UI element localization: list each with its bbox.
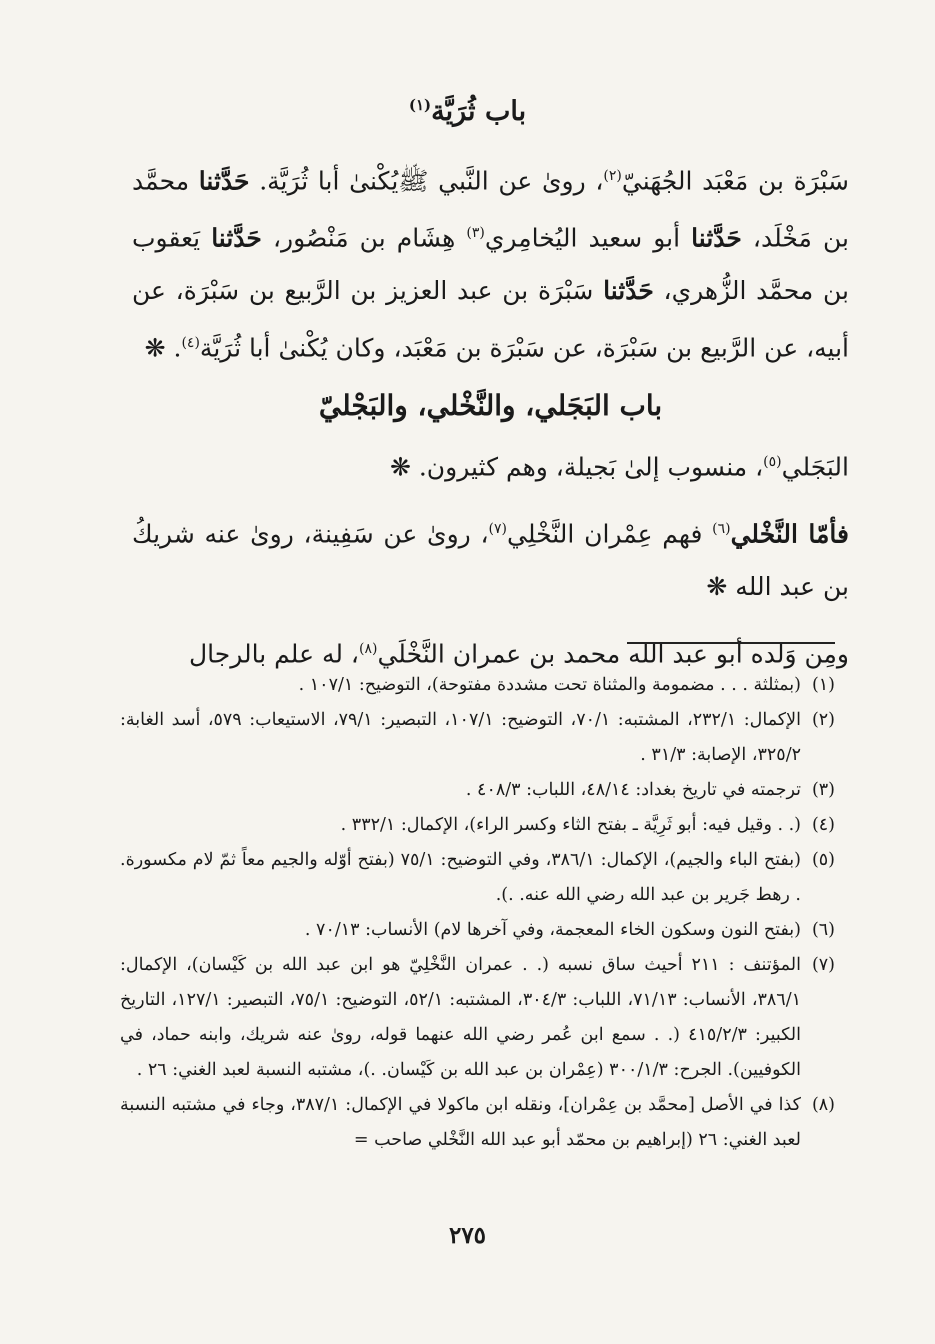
text-run: فهم عِمْران النَّخْلِي xyxy=(507,519,703,549)
text-run: ، روىٰ عن سَفِينة، روىٰ عنه شريكُ بن عبد الله ❋ xyxy=(132,519,849,601)
footnote-number: (٥) xyxy=(811,850,835,870)
footnote-text: المؤتنف : ٢١١ أحيث ساق نسبه (. . عمران النَّخْلِيّ هو ابن عبد الله بن كَيْسان)، الإكمال: ٣٨٦/١، الأنساب: ٧١/١٣، اللباب: ٣٠٤/٣، المشتبه: ٥٢/١، التوضيح: ٧٥/١، التبصير: ١٢٧/١، التاريخ الكبير: ٤١٥/٢/٣ (. . سمع ابن عُمر رضي الله عنهما قوله، روىٰ عنه شريك، وابنه حماد، في الكوفيين). الجرح: ٣٠٠/١/٣ (عِمْران بن عبد الله بن كَيْسان. .)، مشتبه النسبة لعبد الغني: ٢٦ . xyxy=(120,955,801,1080)
footnote xyxy=(120,843,835,913)
paragraph-sabra xyxy=(132,150,849,374)
text-run: ، له علم بالرجال xyxy=(189,638,359,668)
text-run: هِشَام بن مَنْصُور، xyxy=(272,223,456,253)
haddathana-text: حَدَّثنا xyxy=(691,223,742,253)
footnote xyxy=(120,948,835,1088)
footnote-ref: (٦) xyxy=(712,521,731,538)
text-run: سَبْرَة بن مَعْبَد الجُهَنيّ xyxy=(621,166,850,196)
paragraph-bajali xyxy=(132,436,849,493)
haddathana-text: حَدَّثنا xyxy=(603,275,654,305)
chapter-heading-bajali: باب البَجَلي، والنَّخْلي، والبَجْليّ xyxy=(318,388,663,422)
footnote-ref: (٤) xyxy=(181,334,200,351)
text-run: فأمّا النَّخْلي xyxy=(730,519,849,549)
footnote-number: (٢) xyxy=(811,710,835,730)
footnote-number: (٨) xyxy=(811,1095,835,1115)
text-run: ومِن وَلده أبو عبد الله محمد بن عمران النَّخْلَي xyxy=(377,638,849,668)
footnote-text: كذا في الأصل [محمَّد بن عِمْران]، ونقله ابن ماكولا في الإكمال: ٣٨٧/١، وجاء في مشتبه النسبة لعبد الغني: ٢٦ (إبراهيم بن محمّد أبو عبد الله النَّخْلي صاحب = xyxy=(120,1095,801,1150)
footnote-number: (٣) xyxy=(811,780,835,800)
footnote-number: (٦) xyxy=(811,920,835,940)
footnote-text: (بمثلثة . . . مضمومة والمثناة تحت مشددة مفتوحة)، التوضيح: ١٠٧/١ . xyxy=(298,675,801,695)
footnote-number: (٤) xyxy=(811,815,835,835)
footnote-number: (١) xyxy=(811,675,835,695)
footnote-ref: (٢) xyxy=(603,168,622,184)
text-run: . ❋ xyxy=(144,332,182,362)
text-run: البَجَلي xyxy=(781,452,849,482)
footnote-text: الإكمال: ٢٣٢/١، المشتبه: ٧٠/١، التوضيح: ١٠٧/١، التبصير: ٧٩/١، الاستيعاب: ٥٧٩، أسد الغابة: ٣٢٥/٢، الإصابة: ٣١/٣ . xyxy=(120,710,801,765)
footnote-ref: (٧) xyxy=(488,521,508,538)
footnote xyxy=(120,703,835,773)
text-run: سَبْرَة بن عبد العزيز بن الرَّبيع بن سَبْرَة، عن أبيه، عن الرَّبيع بن سَبْرَة، عن سَبْرَة بن مَعْبَد، وكان يُكْنىٰ أبا ثُرَيَّة xyxy=(132,275,849,362)
footnote xyxy=(120,913,835,948)
footnotes xyxy=(120,668,835,1158)
footnote-separator xyxy=(627,642,835,644)
footnote-ref: (١) xyxy=(408,96,432,114)
footnote-ref: (٨) xyxy=(358,640,378,657)
text-run: يَعقوب بن محمَّد الزُّهري، xyxy=(132,223,849,305)
text-run: محمَّد بن مَخْلَد، xyxy=(132,166,849,253)
footnote-number: (٧) xyxy=(811,955,835,975)
footnote xyxy=(120,668,835,703)
page-number: ٢٧٥ xyxy=(448,1222,487,1249)
haddathana-text: حَدَّثنا xyxy=(198,166,250,196)
main-text xyxy=(132,150,849,680)
footnote-ref: (٣) xyxy=(466,225,485,242)
paragraph-nakhli xyxy=(132,503,849,612)
text-run: ، منسوب إلىٰ بَجيلة، وهم كثيرون. ❋ xyxy=(389,452,764,482)
text-run: ، روىٰ عن النَّبي ﷺيُكْنىٰ أبا ثُرَيَّة. xyxy=(259,166,604,196)
footnote-text: (بفتح الباء والجيم)، الإكمال: ٣٨٦/١، وفي التوضيح: ٧٥/١ (بفتح أوّله والجيم معاً ثمّ لام مكسورة. . رهط جَرير بن عبد الله رضي الله عنه. .). xyxy=(120,850,801,905)
footnote xyxy=(120,808,835,843)
heading-text: باب ثُرَيَّة xyxy=(431,96,527,127)
haddathana-text: حَدَّثنا xyxy=(211,223,262,253)
footnote-text: ترجمته في تاريخ بغداد: ٤٨/١٤، اللباب: ٤٠٨/٣ . xyxy=(465,780,801,800)
footnote-text: (بفتح النون وسكون الخاء المعجمة، وفي آخرها لام) الأنساب: ٧٠/١٣ . xyxy=(304,920,801,940)
footnote xyxy=(120,1088,835,1158)
text-run: أبو سعيد اليُخامِري xyxy=(484,223,681,253)
chapter-heading-thurayya xyxy=(0,96,935,127)
footnote xyxy=(120,773,835,808)
footnote-text: (. . وقيل فيه: أبو ثَرِيَّة ـ بفتح الثاء وكسر الراء)، الإكمال: ٣٣٢/١ . xyxy=(340,815,801,835)
footnote-ref: (٥) xyxy=(763,453,782,470)
